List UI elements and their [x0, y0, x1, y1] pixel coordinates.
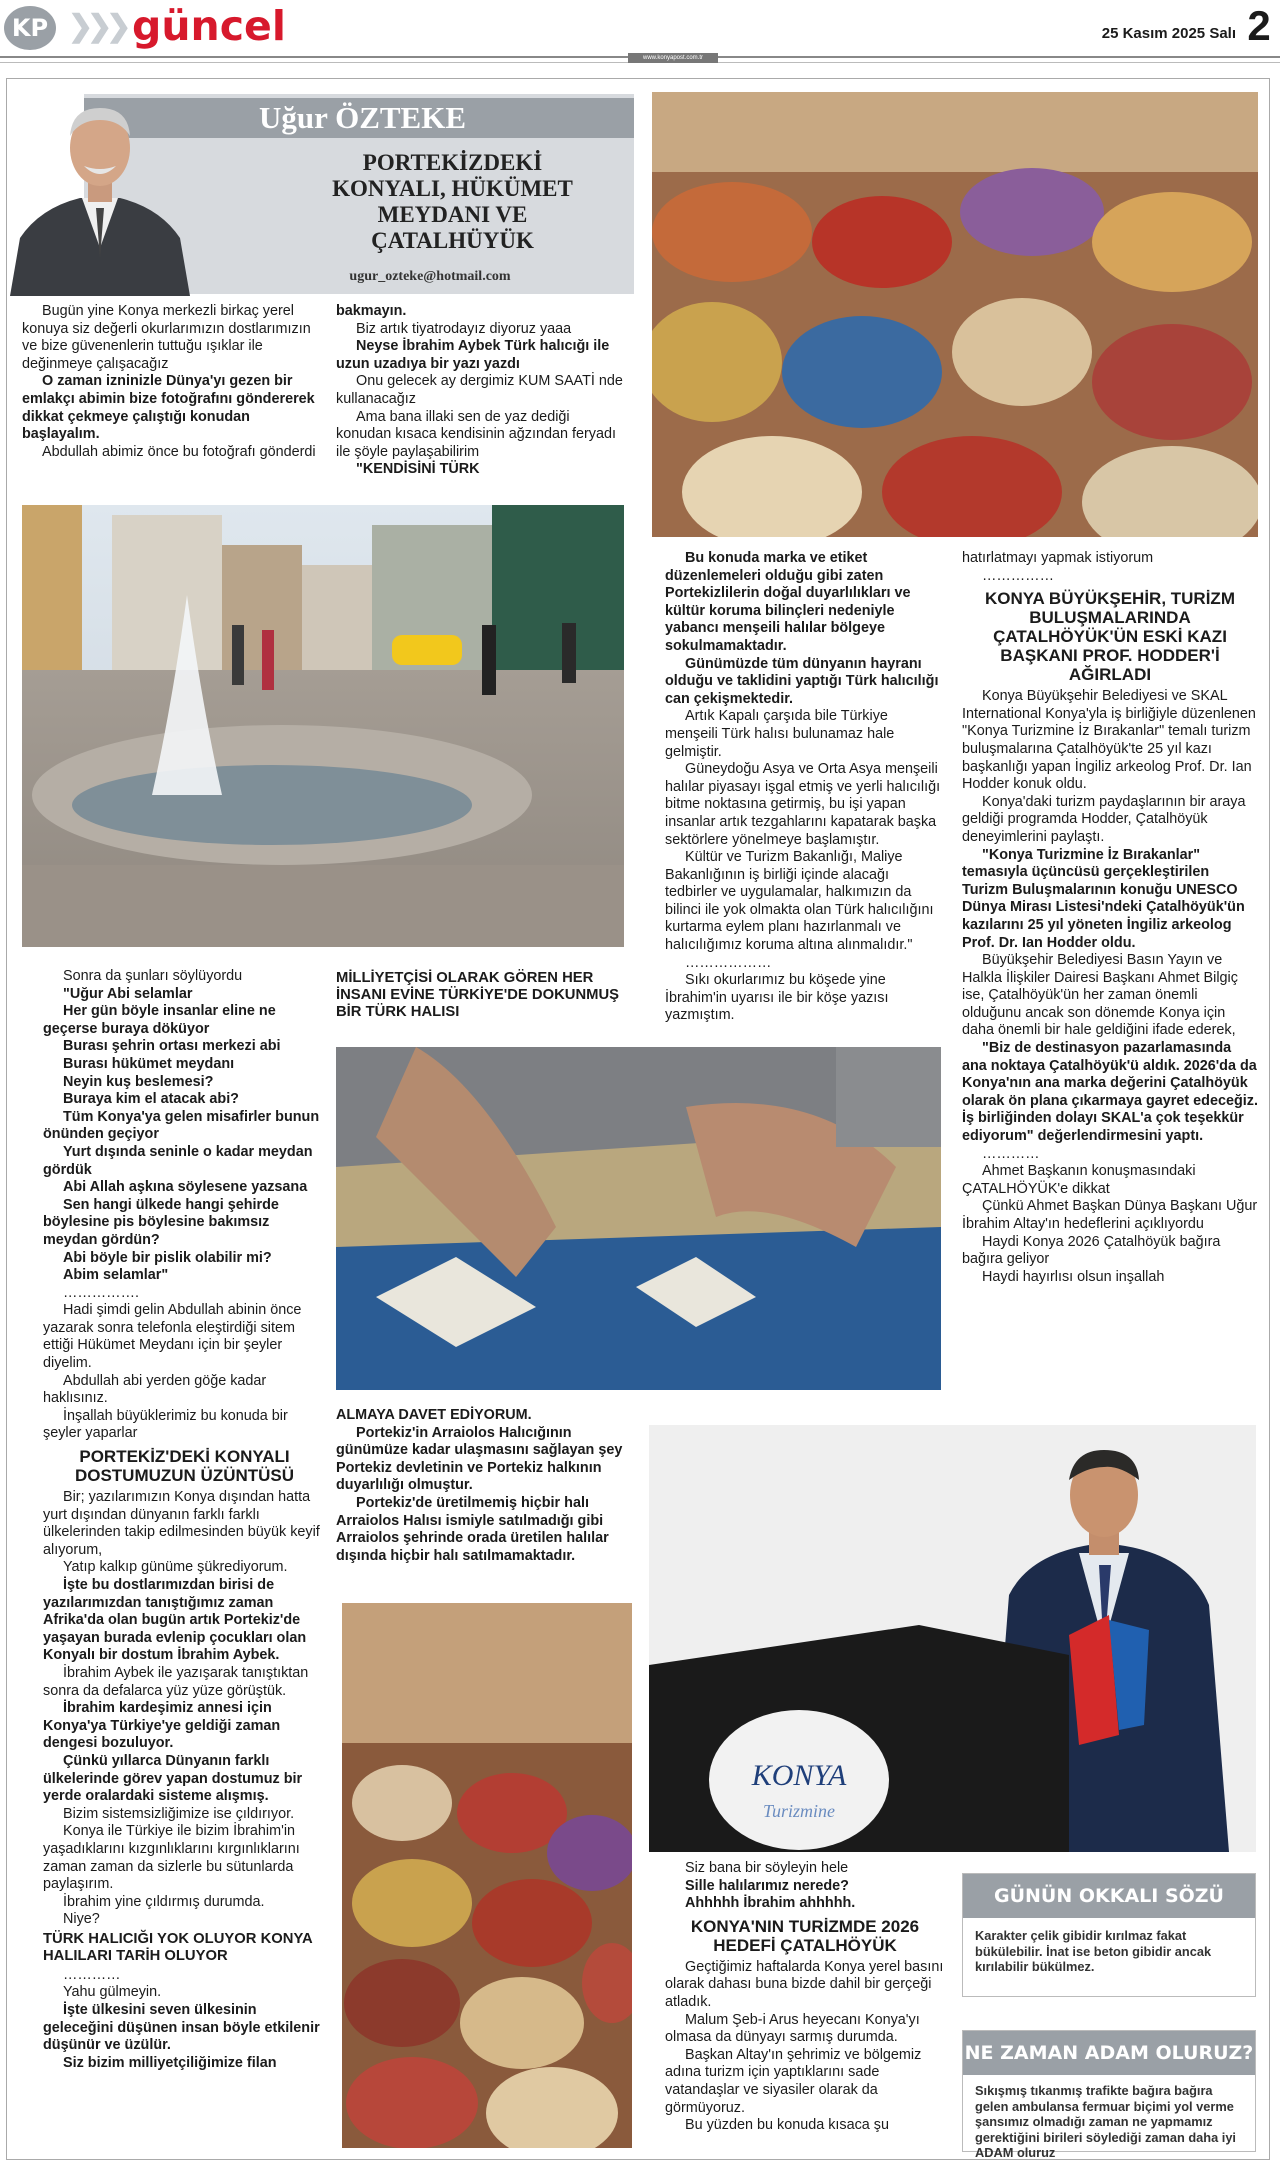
fountain-square-photo: [22, 505, 624, 947]
article-column-2-top: [336, 303, 628, 479]
when-good-people-text: Sıkışmış tıkanmış trafikte bağıra bağıra gelen ambulansa fermuar biçimi yol verme şansımız olmadığı zaman ne yapmamız gerektiğini birileri söylediği zaman daha iyi ADAM oluruz: [975, 2083, 1236, 2160]
article-column-2-headline: [336, 968, 628, 1023]
paragraph: Portekiz'de üretilmemiş hiçbir halı Arraiolos Halısı ismiyle satılmadığı gibi Arraiolos şehrinde orada üretilen halılar dışında hiçbir halı satılmamaktadır.: [336, 1494, 609, 1564]
paragraph: "KENDİSİNİ TÜRK: [356, 461, 480, 478]
paragraph: Sille halılarımız nerede?: [685, 1877, 849, 1894]
paragraph: İbrahim kardeşimiz annesi için Konya'ya Türkiye'ye geldiği zaman dengesi bozuluyor.: [43, 1700, 281, 1752]
paragraph: O zaman izninizle Dünya'yı gezen bir emlakçı abimin bize fotoğrafını göndererek dikkat çekmeye çalıştığı konudan başlayalım.: [22, 373, 315, 443]
paragraph: Niye?: [63, 1911, 100, 1928]
paragraph: ……………: [982, 567, 1054, 584]
paragraph: Ahmet Başkanın konuşmasındaki ÇATALHÖYÜK'e dikkat: [962, 1163, 1196, 1197]
paragraph: Sen hangi ülkede hangi şehirde böylesine pis böylesine bakımsız meydan gördün?: [43, 1196, 279, 1248]
paragraph: Ama bana illaki sen de yaz dediği konudan kısaca kendisinin ağzından feryadı ile şöyle paylaşabilirim: [336, 408, 617, 460]
author-email[interactable]: ugur_ozteke@hotmail.com: [349, 269, 511, 284]
when-good-people-title: NE ZAMAN ADAM OLURUZ?: [963, 2031, 1255, 2075]
paragraph: bakmayın.: [336, 303, 407, 319]
paragraph: Günümüzde tüm dünyanın hayranı olduğu ve taklidini yaptığı Türk halıcılığı can çekişmektedir.: [665, 655, 939, 707]
paragraph: …………: [982, 1145, 1040, 1162]
paragraph: "Biz de destinasyon pazarlamasında ana noktaya Çatalhöyük'ü aldık. 2026'da da Konya'nın ana marka değerini Çatalhöyük olarak ön plana çıkarmaya gayret edeceğiz. İş birliğinden dolayı SKAL'a çok teşekkür ediyorum" değerlendirmesini yaptı.: [962, 1040, 1258, 1145]
website-label: www.konyapost.com.tr: [628, 53, 718, 63]
paragraph: Yahu gülmeyin.: [63, 1984, 162, 2001]
paragraph: İbrahim Aybek ile yazışarak tanıştıktan sonra da defalarca yüz yüze görüştük.: [43, 1664, 309, 1699]
paragraph: Abdullah abi yerden göğe kadar haklısınız.: [43, 1372, 267, 1407]
paragraph: Sıkı okurlarımız bu köşede yine İbrahim'in uyarısı ile bir köşe yazısı yazmıştım.: [665, 972, 889, 1024]
paragraph: ………………: [685, 954, 772, 971]
author-portrait: [0, 48, 200, 296]
subheading: MİLLİYETÇİSİ OLARAK GÖREN HER İNSANI EVİNE TÜRKİYE'DE DOKUNMUŞ BİR TÜRK HALISI: [336, 970, 620, 1020]
speaker-podium-photo: [649, 1425, 1256, 1852]
chevron-icon: ❯❯❯: [68, 10, 126, 43]
paragraph: Portekiz'in Arraiolos Halıcığının günümüze kadar ulaşmasını sağlayan şey Portekiz devletinin ve Portekiz halkının duyarlılığı olmuştur.: [336, 1424, 623, 1494]
title-line: PORTEKİZDEKİ: [362, 150, 543, 175]
quote-of-day-title: GÜNÜN OKKALI SÖZÜ: [963, 1874, 1255, 1918]
article-column-3: [665, 550, 943, 1025]
paragraph: Çünkü yıllarca Dünyanın farklı ülkelerinde görev yapan dostumuz bir yerde oralardaki sisteme alışmış.: [43, 1752, 303, 1805]
logo-badge: KP: [4, 6, 56, 50]
carpet-rolls-photo: [342, 1603, 632, 2148]
section-heading: PORTEKİZ'DEKİ KONYALI DOSTUMUZUN ÜZÜNTÜSÜ: [74, 1447, 295, 1486]
section-title: güncel: [132, 2, 286, 50]
title-line: MEYDANI VE: [377, 202, 528, 227]
quote-of-day-text: Karakter çelik gibidir kırılmaz fakat bükülebilir. İnat ise beton gibidir ancak kırılabilir bükülmez.: [975, 1928, 1212, 1974]
paragraph: Bir; yazılarımızın Konya dışından hatta yurt dışından dünyanın farklı farklı ülkelerinden takip edilmesinden büyük keyif alıyorum,: [43, 1489, 320, 1558]
podium-logo-text: KONYA: [751, 1759, 847, 1792]
paragraph: Siz bana bir söyleyin hele: [685, 1860, 849, 1876]
title-line: KONYALI, HÜKÜMET: [332, 176, 573, 201]
title-line: ÇATALHÜYÜK: [371, 228, 534, 253]
section-heading: KONYA BÜYÜKŞEHİR, TURİZM BULUŞMALARINDA ÇATALHÖYÜK'ÜN ESKİ KAZI BAŞKANI PROF. HODDER'İ AĞIRLADI: [985, 589, 1235, 685]
paragraph: Hadi şimdi gelin Abdullah abinin önce yazarak sonra telefonla eleştirdiği sitem ettiği Hükümet Meydanı için bir şeyler diyelim.: [43, 1302, 302, 1372]
paragraph: İşte bu dostlarımızdan birisi de yazılarımızdan tanıştığımız zaman Afrika'da olan bugün artık Portekiz'de yaşayan burada evlenip çocukları olan Konyalı bir dostum İbrahim Aybek.: [43, 1577, 307, 1664]
paragraph: Ahhhhh İbrahim ahhhhh.: [685, 1895, 856, 1912]
paragraph: "Uğur Abi selamlar: [63, 985, 193, 1002]
paragraph: Neyse İbrahim Aybek Türk halıcığı ile uzun uzadıya bir yazı yazdı: [336, 338, 610, 372]
paragraph: …………….: [63, 1284, 139, 1301]
paragraph: Bu konuda marka ve etiket düzenlemeleri olduğu gibi zaten Portekizlilerin doğal duyarlılıkları ve kültür koruma bilinçleri nedeniyle yabancı menşeili halılar bölgeye sokulmamaktadır.: [665, 550, 911, 654]
paragraph: ALMAYA DAVET EDİYORUM.: [336, 1407, 532, 1423]
quote-of-day-box: [962, 1873, 1256, 1997]
article-column-1-lower: [43, 968, 326, 2072]
paragraph: Abi böyle bir pislik olabilir mi?: [63, 1249, 272, 1266]
paragraph: Sonra da şunları söylüyordu: [63, 968, 243, 984]
paragraph: Malum Şeb-i Arus heyecanı Konya'yı olmasa da dünyayı sarmış durumda.: [665, 2011, 920, 2046]
when-good-people-box: [962, 2030, 1256, 2160]
paragraph: Güneydoğu Asya ve Orta Asya menşeili halılar piyasayı işgal etmiş ve yerli halıcılığı bitme noktasına getirmiş, bu işi yapan insanlar artık tezgahlarını kapatarak başka sektörlere yönelmeye başlamıştır.: [665, 761, 941, 848]
paragraph: Her gün böyle insanlar eline ne geçerse buraya döküyor: [43, 1003, 276, 1037]
paragraph: Kültür ve Turizm Bakanlığı, Maliye Bakanlığının iş birliği içinde alacağı tedbirler ve uygulamalar, halkımızın da bilinci ile yok olmakta olan Türk halıcılığını kurtarma eylem planı hazırlanmalı ve halıcılığımız koruma altına alınmalıdır.": [665, 849, 934, 954]
paragraph: Yurt dışında seninle o kadar meydan gördük: [43, 1143, 313, 1178]
paragraph: "Konya Turizmine İz Bırakanlar" temasıyla üçüncüsü gerçekleştirilen Turizm Buluşmalarının konuğu UNESCO Dünya Mirası Listesi'ndeki Çatalhöyük'ün kazılarını 25 yıl yöneten İngiliz arkeolog Prof. Dr. Ian Hodder oldu.: [962, 846, 1245, 951]
paragraph: İnşallah büyüklerimiz bu konuda bir şeyler yaparlar: [43, 1407, 288, 1442]
paragraph: Neyin kuş beslemesi?: [63, 1073, 214, 1090]
paragraph: Abi Allah aşkına söylesene yazsana: [63, 1179, 308, 1196]
paragraph: Haydi hayırlısı olsun inşallah: [982, 1268, 1165, 1285]
paragraph: hatırlatmayı yapmak istiyorum: [962, 550, 1154, 566]
paragraph: Biz artık tiyatrodayız diyoruz yaaa: [356, 320, 572, 337]
article-column-4: [962, 550, 1258, 1286]
paragraph: Burası şehrin ortası merkezi abi: [63, 1038, 281, 1055]
carpet-rolls-top-photo: [652, 92, 1258, 537]
article-column-3-bottom: [665, 1860, 945, 2135]
paragraph: Tüm Konya'ya gelen misafirler bunun önünden geçiyor: [43, 1108, 320, 1143]
subheading: TÜRK HALICIĞI YOK OLUYOR KONYA HALILARI TARİH OLUYOR: [43, 1930, 313, 1964]
paragraph: Onu gelecek ay dergimiz KUM SAATİ nde kullanacağız: [336, 373, 623, 407]
paragraph: Haydi Konya 2026 Çatalhöyük bağıra bağıra geliyor: [962, 1233, 1221, 1268]
paragraph: Bugün yine Konya merkezli birkaç yerel konuya siz değerli okurlarımızın dostlarımızın ve bize güvenenlerin tuttuğu ışıklar ile değinmeye çalışacağız: [22, 303, 311, 372]
paragraph: Abdullah abimiz önce bu fotoğrafı gönderdi: [42, 443, 316, 460]
section-heading: KONYA'NIN TURİZMDE 2026 HEDEFİ ÇATALHÖYÜK: [690, 1916, 920, 1955]
author-name: Uğur ÖZTEKE: [84, 98, 634, 138]
paragraph: İşte ülkesini seven ülkesinin geleceğini düşünen insan böyle etkilenir düşünür ve üzülür.: [43, 2002, 320, 2054]
paragraph: Bu yüzden bu konuda kısaca şu: [685, 2117, 890, 2134]
paragraph: İbrahim yine çıldırmış durumda.: [63, 1893, 265, 1910]
page-number: 2: [1247, 2, 1271, 49]
paragraph: Burası hükümet meydanı: [63, 1055, 235, 1072]
podium-logo-subtext: Turizmine: [762, 1801, 836, 1821]
paragraph: Konya ile Türkiye ile bizim İbrahim'in yaşadıklarını kızgınlıklarını kırgınlıklarını zaman zaman da sizlerle bu sütunlarda paylaşırım.: [43, 1823, 300, 1893]
paragraph: Artık Kapalı çarşıda bile Türkiye menşeili Türk halısı bulunamaz hale gelmiştir.: [665, 708, 895, 760]
paragraph: Buraya kim el atacak abi?: [63, 1091, 239, 1108]
article-column-1-top: [22, 303, 322, 461]
paragraph: Bizim sistemsizliğimize ise çıldırıyor.: [63, 1805, 295, 1822]
paragraph: Siz bizim milliyetçiliğimize filan: [63, 2054, 277, 2071]
paragraph: Konya Büyükşehir Belediyesi ve SKAL International Konya'yla iş birliğiyle düzenlenen "Konya Turizmine İz Bırakanlar" temalı turizm buluşmalarına Çatalhöyük'te 25 yıl kazı başkanlığı yapan İngiliz arkeolog Prof. Dr. Ian Hodder konuk oldu.: [962, 688, 1256, 793]
paragraph: Çünkü Ahmet Başkan Dünya Başkanı Uğur İbrahim Altay'ın hedeflerini açıklıyordu: [962, 1198, 1258, 1232]
carpet-weaving-photo: [336, 1047, 941, 1390]
issue-date: 25 Kasım 2025 Salı: [1101, 25, 1236, 42]
paragraph: Konya'daki turizm paydaşlarının bir araya geldiği programda Hodder, Çatalhöyük deneyimlerini paylaştı.: [962, 793, 1246, 845]
paragraph: Geçtiğimiz haftalarda Konya yerel basını olarak dahası buna bizde dahil bir gerçeği atladık.: [665, 1958, 944, 2010]
paragraph: Yatıp kalkıp günüme şükrediyorum.: [63, 1559, 288, 1576]
paragraph: Abim selamlar": [63, 1267, 169, 1284]
article-column-2-lower: [336, 1407, 628, 1565]
paragraph: …………: [63, 1966, 121, 1983]
paragraph: Büyükşehir Belediyesi Basın Yayın ve Halkla İlişkiler Dairesi Başkanı Ahmet Bilgiç ise, Çatalhöyük'ün her zaman önemli olduğunu ancak son dönemde Konya için daha önemli bir hale geldiğini ifade ederek,: [962, 952, 1238, 1039]
paragraph: Başkan Altay'ın şehrimiz ve bölgemiz adına turizm için yaptıklarını sade vatandaşlar ve siyasiler olarak da görmüyoruz.: [665, 2046, 922, 2116]
article-title: [280, 150, 625, 254]
